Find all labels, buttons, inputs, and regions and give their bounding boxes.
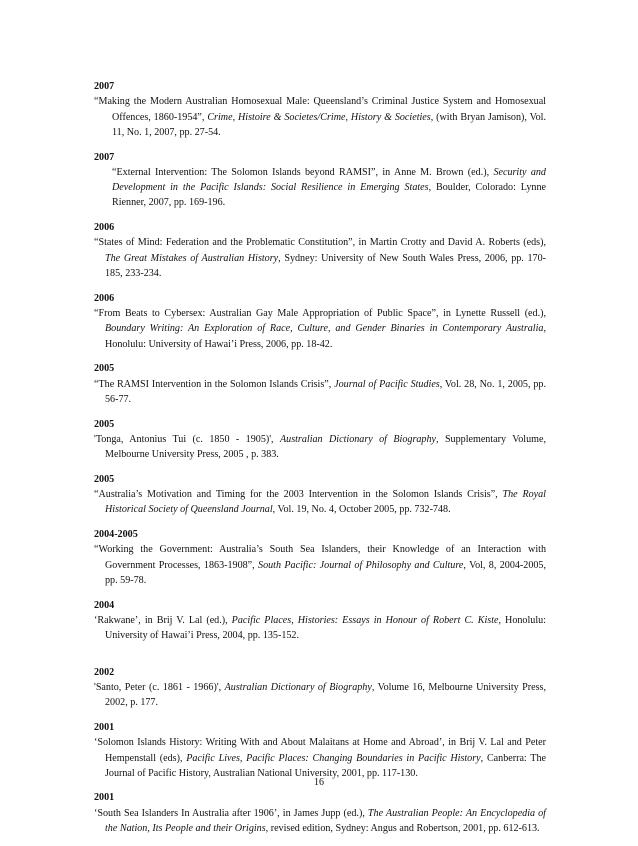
citation-title: Security and Development in the Pacific Islands: Social Resilience in Emerging States (112, 166, 546, 194)
citation (94, 806, 546, 837)
publication-year: 2005 (94, 363, 115, 375)
publication-year: 2005 (94, 473, 115, 485)
publication-entry (94, 790, 546, 836)
citation-title: Pacific Places, Histories: Essays in Honour of Robert C. Kiste (231, 615, 499, 627)
citation-title: South Pacific: Journal of Philosophy and Culture (258, 559, 464, 571)
citation (94, 680, 546, 711)
citation-text: , Vol, 8, 2004-2005, pp. 59-78. (105, 559, 546, 587)
citation-text: , Vol. 19, No. 4, October 2005, pp. 732-748. (272, 504, 451, 516)
citation-text: , revised edition, Sydney: Angus and Robertson, 2001, pp. 612-613. (265, 823, 540, 835)
publication-year: 2004 (94, 599, 115, 611)
citation-text: “External Intervention: The Solomon Islands beyond RAMSI”, in Anne M. Brown (ed.), (112, 166, 494, 178)
citation-text: , Sydney: University of New South Wales Press, 2006, pp. 170-185, 233-234. (105, 252, 547, 280)
publication-entry (94, 598, 546, 644)
publication-year: 2005 (94, 418, 115, 430)
publication-year: 2007 (94, 151, 115, 163)
citation (94, 165, 546, 211)
publication-entry (94, 291, 546, 352)
citation-text: , Supplementary Volume, Melbourne University Press, 2005 , p. 383. (105, 433, 547, 461)
publication-entry (94, 665, 546, 711)
publication-entry (94, 220, 546, 281)
publication-entry (94, 720, 546, 781)
citation-text: , Vol. 28, No. 1, 2005, pp. 56-77. (105, 378, 546, 405)
citation-text: ‘South Sea Islanders In Australia after 1906’, in James Jupp (ed.), (94, 807, 368, 819)
citation (94, 542, 546, 588)
citation-title: Journal of Pacific Studies (334, 378, 440, 390)
citation (94, 377, 546, 408)
publication-entry (94, 79, 546, 140)
citation (94, 94, 546, 140)
publication-list (94, 79, 546, 846)
citation-title: The Royal Historical Society of Queensland Journal (105, 489, 546, 516)
citation-text: , Boulder, Colorado: Lynne Rienner, 2007, pp. 169-196. (112, 182, 546, 209)
publication-entry (94, 527, 546, 588)
citation-text: ‘Rakwane’, in Brij V. Lal (ed.), (94, 615, 232, 627)
citation-text: “The RAMSI Intervention in the Solomon Islands Crisis”, (94, 378, 335, 390)
citation-title: The Great Mistakes of Australian History (105, 252, 279, 264)
citation-text: “Making the Modern Australian Homosexual Male: Queensland’s Criminal Justice System and Homosexual Offences, 1860-1954”, (94, 96, 546, 123)
citation (94, 613, 546, 644)
publication-year: 2002 (94, 666, 115, 678)
citation-text: , Volume 16, Melbourne University Press, 2002, p. 177. (105, 681, 546, 709)
citation-title: Pacific Lives, Pacific Places: Changing Boundaries in Pacific History (186, 752, 481, 764)
citation-text: , Honolulu: University of Hawai’i Press, 2006, pp. 18-42. (105, 323, 546, 350)
citation-title: The Australian People: An Encyclopedia of the Nation, Its People and their Origins (105, 807, 546, 835)
publication-year: 2006 (94, 222, 115, 234)
citation-text: , Canberra: The Journal of Pacific History, Australian National University, 2001, pp. 117-130. (105, 752, 546, 779)
citation-text: 'Santo, Peter (c. 1861 - 1966)', (94, 681, 225, 693)
citation-text: ‘Solomon Islands History: Writing With and About Malaitans at Home and Abroad’, in Brij V. Lal and Peter Hempenstall (eds), (94, 737, 546, 764)
citation (94, 432, 546, 463)
publication-year: 2006 (94, 292, 115, 304)
page-number: 16 (314, 777, 324, 788)
publication-entry (94, 361, 546, 407)
citation-title: Boundary Writing: An Exploration of Race, Culture, and Gender Binaries in Contemporary Australia (105, 323, 544, 335)
citation-text: , Honolulu: University of Hawai’i Press, 2004, pp. 135-152. (105, 615, 546, 642)
citation (94, 306, 546, 352)
citation-text: “States of Mind: Federation and the Problematic Constitution”, in Martin Crotty and David A. Roberts (eds), (94, 237, 546, 249)
citation-text: “Australia’s Motivation and Timing for the 2003 Intervention in the Solomon Islands Crisis”, (94, 489, 503, 501)
publication-year: 2007 (94, 81, 115, 92)
publication-year: 2001 (94, 792, 115, 804)
citation-title: Australian Dictionary of Biography (279, 433, 437, 445)
citation (94, 487, 546, 518)
publication-year: 2004-2005 (94, 529, 138, 541)
citation (94, 235, 546, 281)
publication-year: 2001 (94, 721, 115, 733)
publication-entry (94, 150, 546, 211)
citation-text: “Working the Government: Australia’s South Sea Islanders, their Knowledge of an Interaction with Government Processes, 1863-1908”, (94, 544, 546, 571)
citation-text: , (with Bryan Jamison), Vol. 11, No. 1, 2007, pp. 27-54. (112, 111, 546, 138)
publication-entry (94, 472, 546, 518)
citation-title: Crime, Histoire & Societes/Crime, History & Societies (207, 111, 431, 123)
publication-entry (94, 417, 546, 463)
citation-text: “From Beats to Cybersex: Australian Gay Male Appropriation of Public Space”, in Lynette Russell (ed.), (94, 308, 546, 320)
citation-text: 'Tonga, Antonius Tui (c. 1850 - 1905)', (94, 433, 280, 445)
citation-title: Australian Dictionary of Biography (224, 681, 372, 693)
